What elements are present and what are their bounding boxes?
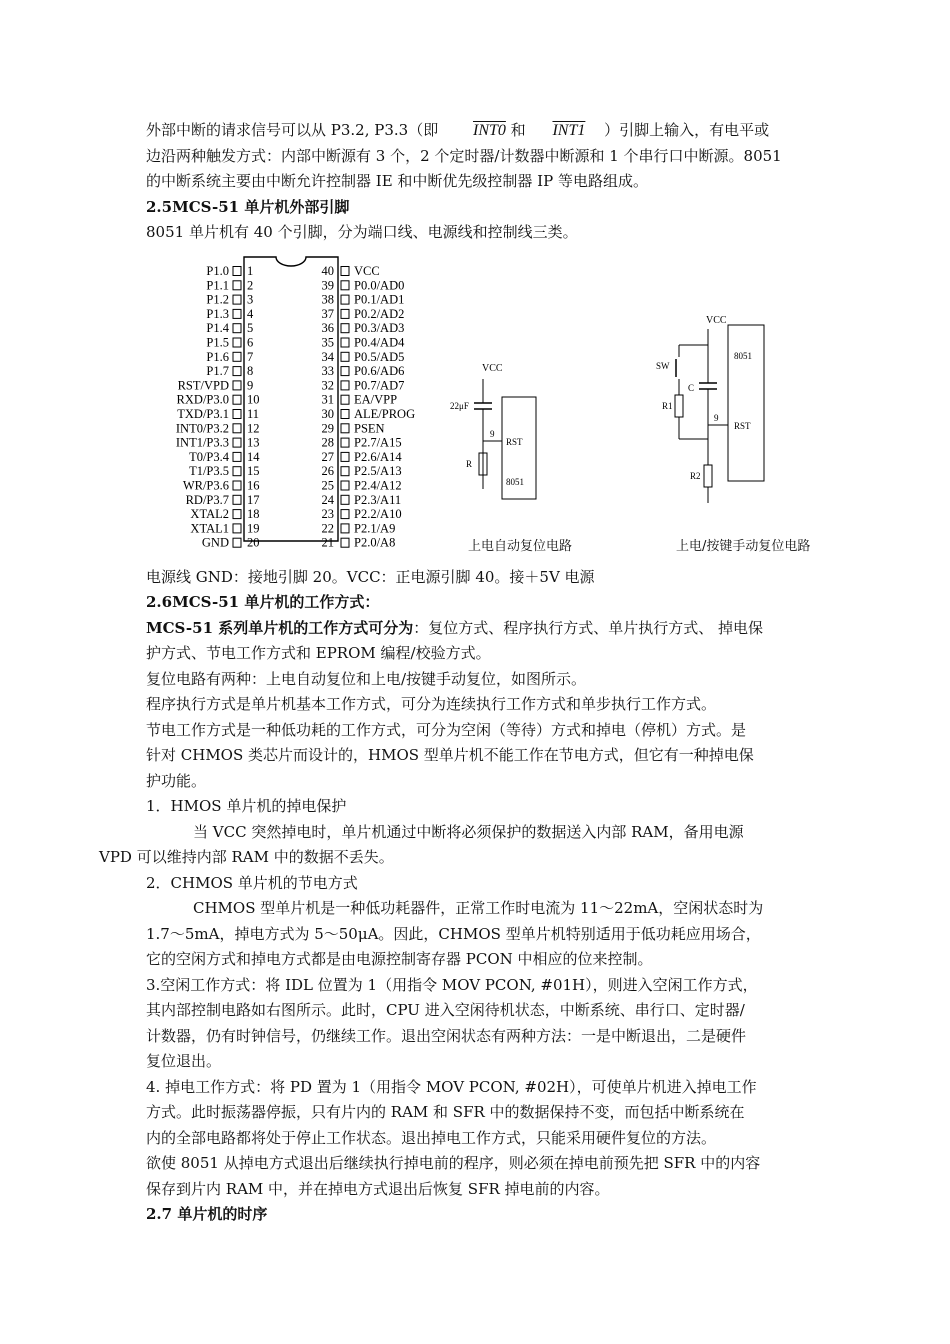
pin-stub bbox=[233, 323, 241, 332]
pin-number-left: 17 bbox=[247, 492, 260, 507]
pin-number-left: 19 bbox=[247, 520, 260, 535]
pin-number-right: 29 bbox=[321, 420, 334, 435]
pin-stub bbox=[233, 309, 241, 318]
pin-name-left: P1.1 bbox=[206, 277, 229, 292]
pin-number-left: 4 bbox=[247, 306, 254, 321]
pin-stub bbox=[341, 523, 349, 532]
pin-number-left: 5 bbox=[247, 320, 254, 335]
pin-name-left: XTAL1 bbox=[190, 520, 229, 535]
pin-name-left: INT1/P3.3 bbox=[175, 435, 229, 450]
pin-name-left: P1.0 bbox=[206, 263, 229, 278]
pin-number-left: 9 bbox=[247, 377, 254, 392]
power-line-text: 电源线 GND：接地引脚 20。VCC：正电源引脚 40。接＋5V 电源 bbox=[146, 567, 595, 586]
c1-rst-label: RST bbox=[506, 436, 523, 447]
pin-number-left: 3 bbox=[247, 292, 254, 307]
pin-stub bbox=[233, 481, 241, 490]
c2-resistor-r2 bbox=[704, 465, 712, 487]
pin-name-left: XTAL2 bbox=[190, 506, 229, 521]
pin-name-right: P0.5/AD5 bbox=[354, 349, 405, 364]
pin-name-right: VCC bbox=[354, 263, 380, 278]
pin-stub bbox=[341, 309, 349, 318]
pin-name-right: P0.4/AD4 bbox=[354, 335, 405, 349]
pin-stub bbox=[233, 523, 241, 532]
pin-stub bbox=[233, 438, 241, 447]
pin-stub bbox=[233, 352, 241, 361]
pin-name-right: P0.3/AD3 bbox=[354, 320, 405, 335]
pin-stub bbox=[233, 366, 241, 375]
pin-name-right: PSEN bbox=[354, 420, 385, 435]
pin-stub bbox=[233, 466, 241, 475]
program-paragraph: 程序执行方式是单片机基本工作方式，可分为连续执行工作方式和单步执行工作方式。 bbox=[146, 695, 717, 713]
c2-resistor-r1 bbox=[675, 395, 683, 417]
dip40-pin-diagram bbox=[146, 249, 446, 559]
pin-number-right: 34 bbox=[321, 349, 334, 364]
pin-name-right: P0.7/AD7 bbox=[354, 377, 405, 392]
document-page bbox=[99, 118, 812, 1228]
c1-cap-label: 22μF bbox=[450, 400, 469, 411]
pin-overview: 8051 单片机有 40 个引脚，分为端口线、电源线和控制线三类。 bbox=[146, 223, 578, 241]
pin-name-left: P1.3 bbox=[206, 306, 229, 321]
pin-number-right: 39 bbox=[321, 277, 334, 292]
pin-name-left: P1.6 bbox=[206, 349, 229, 364]
pin-number-right: 30 bbox=[321, 406, 334, 421]
c1-chip-label: 8051 bbox=[506, 476, 524, 487]
pin-stub bbox=[233, 266, 241, 275]
pin-number-right: 33 bbox=[321, 363, 334, 378]
pin-number-left: 18 bbox=[247, 506, 260, 521]
pin-name-left: P1.4 bbox=[206, 320, 229, 335]
pin-name-right: P0.0/AD0 bbox=[354, 277, 405, 292]
section-2-5-title: 2.5MCS-51 单片机外部引脚 bbox=[146, 197, 350, 216]
pin-number-left: 11 bbox=[247, 406, 260, 421]
pin-stub bbox=[341, 509, 349, 518]
c2-caption: 上电/按键手动复位电路 bbox=[676, 538, 811, 554]
pin-name-right: P2.2/A10 bbox=[354, 506, 402, 521]
pin-name-left: T0/P3.4 bbox=[189, 449, 229, 464]
c2-sw-label: SW bbox=[656, 360, 670, 371]
pin-number-left: 7 bbox=[247, 349, 254, 364]
pin-stub bbox=[341, 481, 349, 490]
c1-node-label: 9 bbox=[490, 428, 495, 439]
pin-stub bbox=[233, 452, 241, 461]
pin-name-left: RST/VPD bbox=[177, 377, 229, 392]
reset-paragraph: 复位电路有两种：上电自动复位和上电/按键手动复位，如图所示。 bbox=[146, 669, 587, 688]
pin-number-left: 2 bbox=[247, 277, 254, 292]
pin-number-left: 6 bbox=[247, 335, 254, 349]
int0-signal: INT0 bbox=[472, 122, 506, 139]
pin-number-right: 24 bbox=[321, 492, 334, 507]
pin-number-right: 40 bbox=[321, 263, 334, 278]
pin-stub bbox=[341, 466, 349, 475]
pin-stub bbox=[341, 423, 349, 432]
pin-number-right: 32 bbox=[321, 377, 334, 392]
pin-number-right: 23 bbox=[321, 506, 334, 521]
pin-name-right: P2.5/A13 bbox=[354, 463, 402, 478]
pin-stub bbox=[341, 266, 349, 275]
pin-name-left: TXD/P3.1 bbox=[177, 406, 229, 421]
pin-name-right: ALE/PROG bbox=[354, 406, 416, 421]
pin-name-right: P2.6/A14 bbox=[354, 449, 402, 464]
pin-stub bbox=[233, 338, 241, 347]
pin-stub bbox=[341, 295, 349, 304]
pin-name-right: EA/VPP bbox=[354, 392, 398, 407]
pin-number-right: 22 bbox=[321, 520, 334, 535]
pin-number-right: 35 bbox=[321, 335, 334, 349]
pin-stub bbox=[341, 380, 349, 389]
pin-name-left: WR/P3.6 bbox=[182, 478, 229, 492]
pin-number-left: 16 bbox=[247, 478, 260, 492]
pin-stub bbox=[341, 409, 349, 418]
pin-stub bbox=[341, 438, 349, 447]
pin-number-right: 27 bbox=[321, 449, 334, 464]
int1-signal: INT1 bbox=[552, 122, 586, 139]
power-down-paragraph: 4. 掉电工作方式：将 PD 置为 1（用指令 MOV PCON, #02H），可使单片机进入掉电工作 方式。此时振荡器停振，只有片内的 RAM 和 SFR 中的数据保持不变，而包括中断系统在 内的全部电路都将处于停止工作状态。退出掉电工作方式，只能采用硬件复位的方法。 bbox=[146, 1077, 757, 1147]
pin-name-left: T1/P3.5 bbox=[189, 463, 229, 478]
c1-caption: 上电自动复位电路 bbox=[468, 538, 573, 554]
pin-number-right: 37 bbox=[321, 306, 334, 321]
pin-stub bbox=[233, 409, 241, 418]
pin-number-left: 15 bbox=[247, 463, 260, 478]
c2-chip-box bbox=[728, 325, 764, 481]
pin-stub bbox=[233, 509, 241, 518]
c1-r-label: R bbox=[466, 458, 473, 469]
power-save-paragraph: 节电工作方式是一种低功耗的工作方式，可分为空闲（等待）方式和掉电（停机）方式。是 针对 CHMOS 类芯片而设计的，HMOS 型单片机不能工作在节电方式，但它有一种掉电保 护功能。 bbox=[146, 720, 754, 790]
pin-name-left: P1.2 bbox=[206, 292, 229, 307]
auto-reset-circuit bbox=[446, 349, 586, 549]
c2-rst-label: RST bbox=[734, 420, 751, 431]
pin-name-right: P2.0/A8 bbox=[354, 535, 396, 550]
pin-stub bbox=[341, 538, 349, 547]
pin-name-right: P2.3/A11 bbox=[354, 492, 402, 507]
pin-number-left: 20 bbox=[247, 535, 260, 550]
pin-stub bbox=[233, 538, 241, 547]
pin-name-right: P2.4/A12 bbox=[354, 478, 402, 492]
pin-number-right: 21 bbox=[321, 535, 334, 550]
pin-number-left: 13 bbox=[247, 435, 260, 450]
pin-number-left: 10 bbox=[247, 392, 260, 407]
pin-number-left: 8 bbox=[247, 363, 254, 378]
pin-number-left: 14 bbox=[247, 449, 260, 464]
pin-stub bbox=[233, 495, 241, 504]
hmos-heading: 1．HMOS 单片机的掉电保护 bbox=[146, 797, 347, 815]
c2-r1-label: R1 bbox=[662, 400, 673, 411]
pin-stub bbox=[341, 495, 349, 504]
c1-vcc-label: VCC bbox=[482, 362, 503, 374]
pin-name-right: P2.1/A9 bbox=[354, 520, 396, 535]
c2-c-label: C bbox=[688, 382, 695, 393]
pin-stub bbox=[341, 395, 349, 404]
chmos-paragraph: CHMOS 型单片机是一种低功耗器件，正常工作时电流为 11～22mA，空闲状态时为 1.7～5mA，掉电方式为 5～50μA。因此，CHMOS 型单片机特别适用于低功耗应用场合， 它的空闲方式和掉电方式都是由电源控制寄存器 PCON 中相应的位来控制。 bbox=[146, 899, 764, 968]
c2-vcc-label: VCC bbox=[706, 314, 727, 326]
pin-name-right: P0.2/AD2 bbox=[354, 306, 405, 321]
pin-stub bbox=[233, 280, 241, 289]
manual-reset-circuit bbox=[646, 307, 816, 547]
idle-paragraph: 3.空闲工作方式：将 IDL 位置为 1（用指令 MOV PCON, #01H），则进入空闲工作方式， 其内部控制电路如右图所示。此时，CPU 进入空闲待机状态，中断系统、串行口、定时器/ 计数器，仍有时钟信号，仍继续工作。退出空闲状态有两种方法：一是中断退出，二是硬件 复位退出。 bbox=[146, 975, 758, 1070]
pin-number-right: 31 bbox=[321, 392, 334, 407]
pin-stub bbox=[341, 338, 349, 347]
pin-stub bbox=[341, 366, 349, 375]
c2-r2-label: R2 bbox=[690, 470, 701, 481]
section-2-6-title: 2.6MCS-51 单片机的工作方式： bbox=[146, 593, 380, 611]
pin-number-right: 26 bbox=[321, 463, 334, 478]
pin-stub bbox=[233, 423, 241, 432]
pin-number-right: 38 bbox=[321, 292, 334, 307]
c2-chip-label: 8051 bbox=[734, 350, 752, 361]
pin-stub bbox=[233, 295, 241, 304]
pin-name-left: RD/P3.7 bbox=[185, 492, 229, 507]
pin-stub bbox=[233, 395, 241, 404]
pin-name-right: P0.6/AD6 bbox=[354, 363, 405, 378]
pin-name-left: P1.5 bbox=[206, 335, 229, 349]
pin-number-left: 12 bbox=[247, 420, 260, 435]
pin-stub bbox=[341, 352, 349, 361]
pin-stub bbox=[341, 323, 349, 332]
pin-name-left: P1.7 bbox=[206, 363, 229, 378]
pin-number-right: 36 bbox=[321, 320, 334, 335]
chmos-heading: 2．CHMOS 单片机的节电方式 bbox=[146, 873, 358, 892]
pin-name-left: GND bbox=[201, 535, 229, 550]
pin-number-left: 1 bbox=[247, 263, 254, 278]
pin-stub bbox=[341, 280, 349, 289]
section-2-7-title: 2.7 单片机的时序 bbox=[146, 1205, 268, 1223]
pin-name-left: INT0/P3.2 bbox=[175, 420, 229, 435]
hmos-paragraph: 当 VCC 突然掉电时，单片机通过中断将必须保护的数据送入内部 RAM，备用电源 VPD 可以维持内部 RAM 中的数据不丢失。 bbox=[99, 822, 744, 866]
pin-stub bbox=[341, 452, 349, 461]
pin-and-reset-figure bbox=[146, 249, 812, 559]
pin-name-right: P2.7/A15 bbox=[354, 435, 402, 450]
pin-stub bbox=[233, 380, 241, 389]
modes-paragraph: MCS-51 系列单片机的工作方式可分为：复位方式、程序执行方式、单片执行方式、 掉电保 护方式、节电工作方式和 EPROM 编程/校验方式。 bbox=[146, 618, 764, 662]
intro-paragraph: 外部中断的请求信号可以从 P3.2, P3.3（即 INT0 和 INT1 ）引脚上输入，有电平或 边沿两种触发方式：内部中断源有 3 个，2 个定时器/计数器中断源和 1 个串行口中断源。8051 的中断系统主要由中断允许控制器 IE 和中断优先级控制器 IP 等电路组成。 bbox=[146, 121, 782, 190]
pin-number-right: 28 bbox=[321, 435, 334, 450]
pin-name-left: RXD/P3.0 bbox=[176, 392, 229, 407]
pin-name-right: P0.1/AD1 bbox=[354, 292, 405, 307]
c2-node-label: 9 bbox=[714, 412, 719, 423]
resume-paragraph: 欲使 8051 从掉电方式退出后继续执行掉电前的程序，则必须在掉电前预先把 SFR 中的内容 保存到片内 RAM 中，并在掉电方式退出后恢复 SFR 掉电前的内容。 bbox=[146, 1154, 761, 1198]
pin-number-right: 25 bbox=[321, 478, 334, 492]
